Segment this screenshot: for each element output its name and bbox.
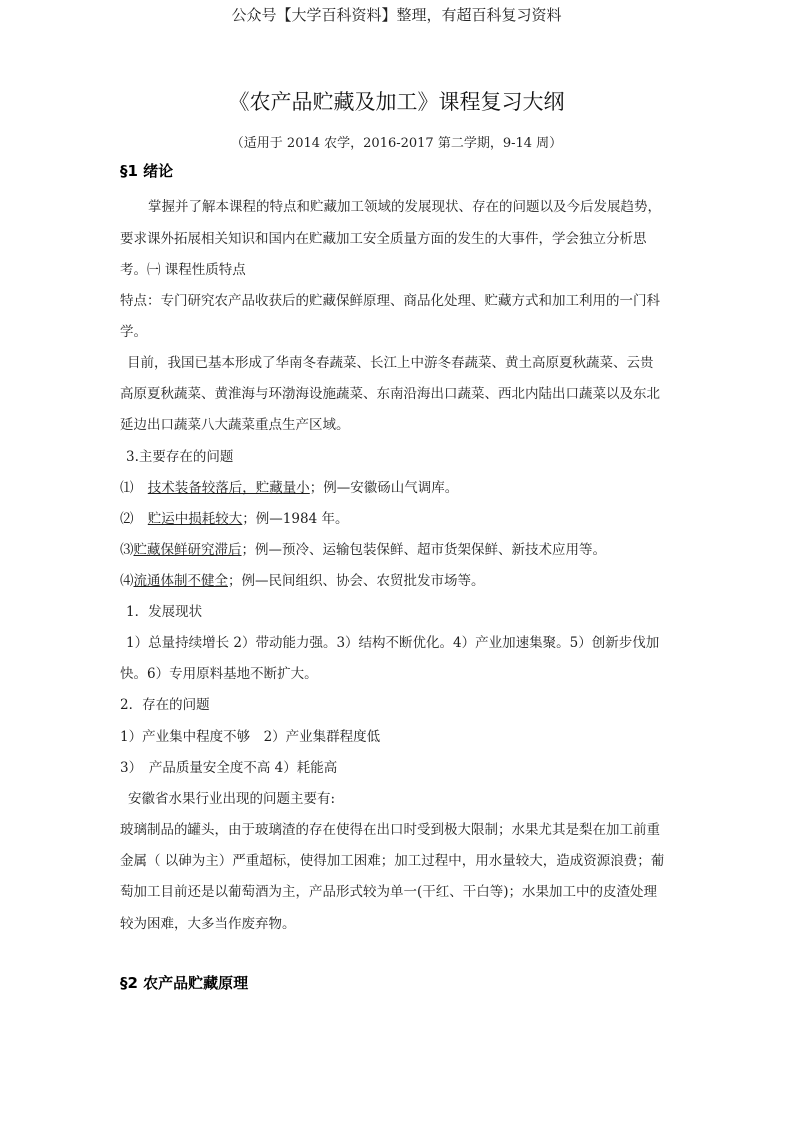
problem-underlined: 贮藏保鲜研究滞后	[133, 542, 242, 558]
current-line-2: 高原夏秋蔬菜、黄淮海与环渤海设施蔬菜、东南沿海出口蔬菜、西北内陆出口蔬菜以及东北	[120, 386, 660, 402]
issues-line-1: 1）产业集中程度不够 2）产业集群程度低	[120, 729, 381, 745]
intro-line-1: 掌握并了解本课程的特点和贮藏加工领域的发展现状、存在的问题以及今后发展趋势，	[148, 199, 661, 215]
problem-item-1	[120, 476, 458, 496]
feature-line-2: 学。	[120, 324, 147, 340]
anhui-line-4: 较为困难，大多当作废弃物。	[120, 916, 296, 932]
problem-item-3	[120, 538, 606, 558]
problems-heading: 3.主要存在的问题	[126, 449, 234, 465]
current-line-1: 目前，我国已基本形成了华南冬春蔬菜、长江上中游冬春蔬菜、黄土高原夏秋蔬菜、云贵	[127, 355, 654, 371]
problem-item-2	[120, 507, 348, 527]
development-line-2: 快。6）专用原料基地不断扩大。	[120, 666, 318, 682]
problem-number: ⑴	[120, 480, 134, 496]
problem-text: ；例—安徽砀山气调库。	[309, 480, 459, 496]
issues-line-2: 3） 产品质量安全度不高 4）耗能高	[120, 760, 338, 776]
problem-underlined: 技术装备较落后，贮藏量小	[147, 480, 310, 496]
development-heading: 1．发展现状	[126, 604, 203, 620]
issues-heading: 2．存在的问题	[120, 697, 210, 713]
problem-item-4	[120, 569, 485, 589]
problem-number: ⑵	[120, 511, 134, 527]
problem-underlined: 流通体制不健全	[133, 573, 228, 589]
current-line-3: 延边出口蔬菜八大蔬菜重点生产区域。	[120, 417, 350, 433]
anhui-line-2: 金属（ 以砷为主）严重超标，使得加工困难；加工过程中，用水量较大，造成资源浪费；葡	[120, 853, 665, 869]
document-title: 《农产品贮藏及加工》课程复习大纲	[228, 90, 565, 114]
problem-text: ；例—民间组织、协会、农贸批发市场等。	[228, 573, 485, 589]
anhui-line-3: 萄加工目前还是以葡萄酒为主，产品形式较为单一(干红、干白等)；水果加工中的皮渣处理	[120, 884, 658, 900]
problem-text: ；例—预冷、运输包装保鲜、超市货架保鲜、新技术应用等。	[241, 542, 606, 558]
intro-line-3: 考。㈠ 课程性质特点	[120, 262, 246, 278]
problem-text: ；例—1984 年。	[242, 511, 349, 527]
problem-underlined: 贮运中损耗较大	[147, 511, 243, 527]
anhui-heading: 安徽省水果行业出现的问题主要有:	[128, 791, 336, 807]
feature-line-1: 特点：专门研究农产品收获后的贮藏保鲜原理、商品化处理、贮藏方式和加工利用的一门科	[120, 293, 660, 309]
development-line-1: 1）总量持续增长 2）带动能力强。3）结构不断优化。4）产业加速集聚。5）创新步伐加	[126, 635, 660, 651]
intro-line-2: 要求课外拓展相关知识和国内在贮藏加工安全质量方面的发生的大事件，学会独立分析思	[120, 231, 647, 247]
problem-number: ⑶	[120, 542, 134, 558]
section-2-heading: §2 农产品贮藏原理	[120, 974, 249, 992]
anhui-line-1: 玻璃制品的罐头，由于玻璃渣的存在使得在出口时受到极大限制；水果尤其是梨在加工前重	[120, 822, 660, 838]
problem-number: ⑷	[120, 573, 134, 589]
page-header: 公众号【大学百科资料】整理，有超百科复习资料	[231, 6, 562, 24]
section-1-heading: §1 绪论	[120, 162, 174, 180]
document-subtitle: （适用于 2014 农学，2016-2017 第二学期，9-14 周）	[230, 136, 563, 151]
